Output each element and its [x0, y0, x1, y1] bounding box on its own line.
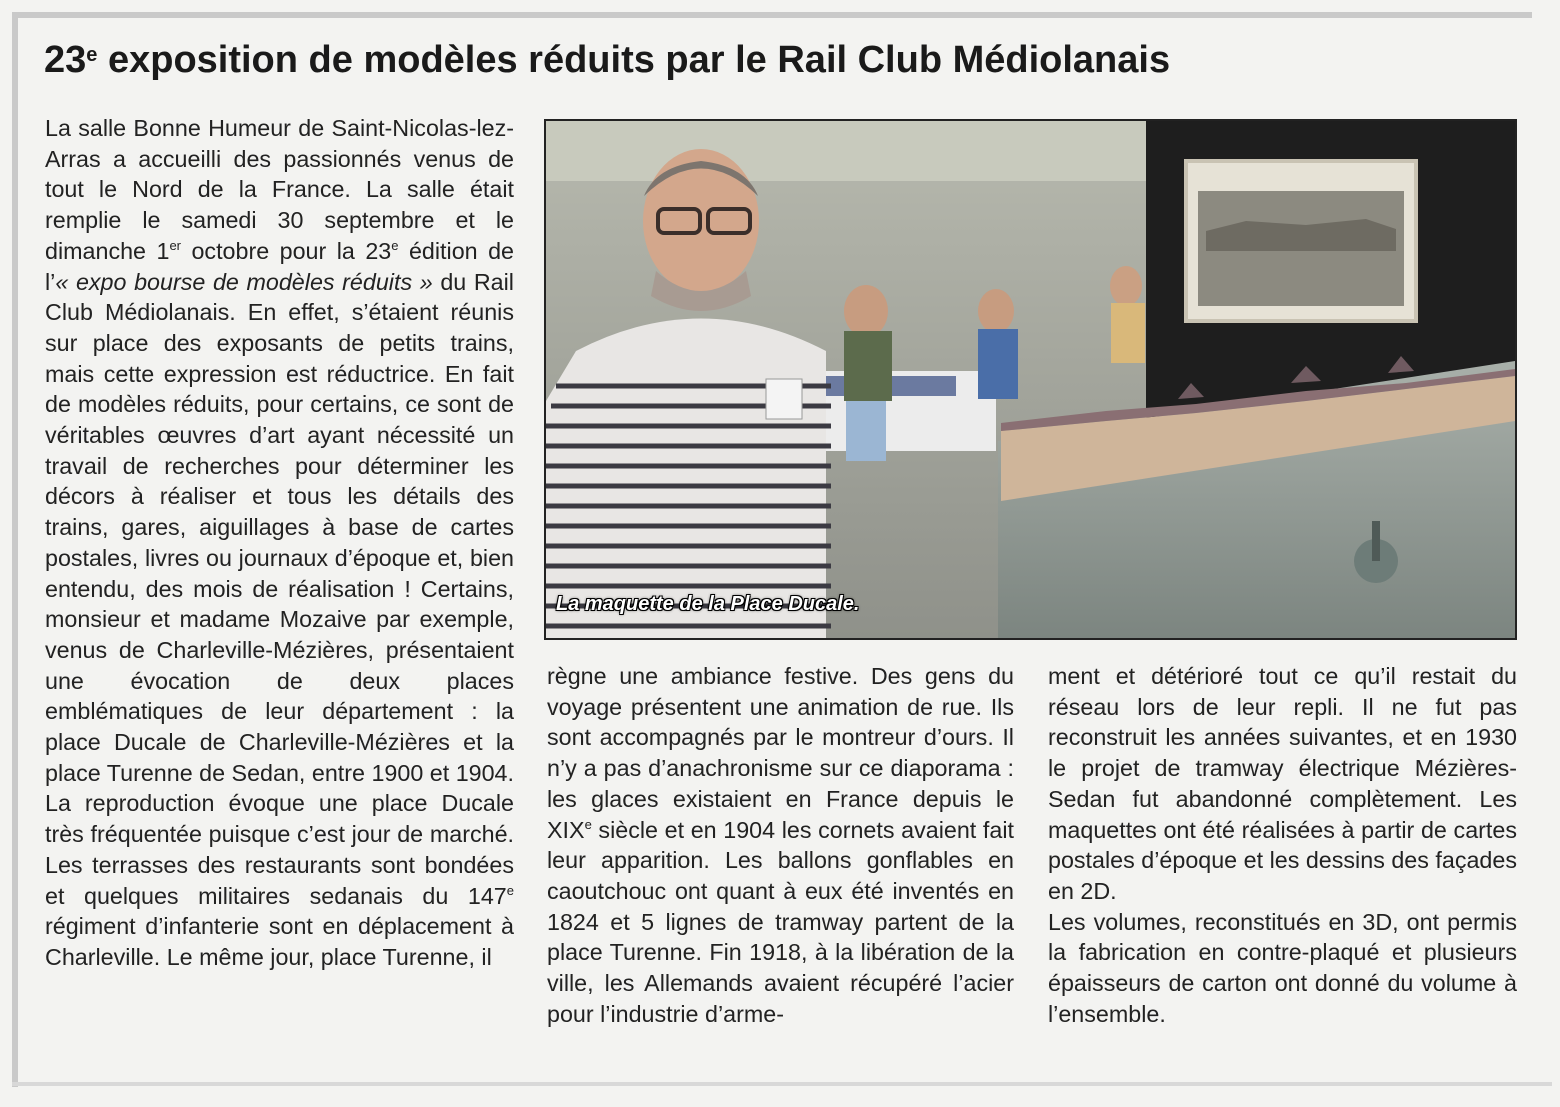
name-badge	[766, 379, 802, 419]
photo-illustration	[546, 121, 1515, 638]
article-title: 23e exposition de modèles réduits par le Rail Club Médiolanais	[44, 39, 1171, 81]
article-column-3	[1048, 661, 1517, 1041]
paragraph-4: Les volumes, reconstitués en 3D, ont permis la fabrication en contre-plaqué et plusieurs épaisseurs de carton ont donné du volume à l’ensemble.	[1048, 908, 1517, 1027]
page-frame-top	[12, 12, 1532, 18]
article-photo	[544, 119, 1517, 640]
paragraph-2: règne une ambiance festive. Des gens du voyage présentent une animation de rue. Ils sont accompagnés par le montreur d’ours. Il n’y a pas d’anachronisme sur ce diaporama : les glaces existaient en France depuis le XIXe siècle et en 1904 les cornets avaient fait leur apparition. Les ballons gonflables en caoutchouc ont quant à eux été inventés en 1824 et 5 lignes de tramway partent de la place Turenne. Fin 1918, à la libération de la ville, les Allemands avaient récupéré l’acier pour l’industrie d’arme-	[547, 663, 1014, 1027]
page-frame-left	[12, 12, 18, 1087]
article-column-1	[45, 113, 514, 1063]
article-column-2	[547, 661, 1014, 1066]
paragraph-3: ment et détérioré tout ce qu’il restait du réseau lors de leur repli. Il ne fut pas reconstruit les années suivantes, et en 1930 le projet de tramway électrique Mézières-Sedan fut abandonné complètement. Les maquettes ont été réalisées à partir de cartes postales d’époque et les dessins des façades en 2D.	[1048, 663, 1517, 904]
paragraph-1: La salle Bonne Humeur de Saint-Nicolas-lez-Arras a accueilli des passionnés venus de tout le Nord de la France. La salle était remplie le samedi 30 septembre et le dimanche 1er octobre pour la 23e édition de l’« expo bourse de modèles réduits » du Rail Club Médiolanais. En effet, s’étaient réunis sur place des exposants de petits trains, mais cette expression est réductrice. En fait de modèles réduits, pour certains, ce sont de véritables œuvres d’art ayant nécessité un travail de recherches pour déterminer les décors à réaliser et tous les détails des trains, gares, aiguillages à base de cartes postales, livres ou journaux d’époque et, bien entendu, des mois de réalisation ! Certains, monsieur et madame Mozaive par exemple, venus de Charleville-Mézières, présentaient une évocation de deux places emblématiques de leur département : la place Ducale de Charleville-Mézières et la place Turenne de Sedan, entre 1900 et 1904. La reproduction évoque une place Ducale très fréquentée puisque c’est jour de marché. Les terrasses des restaurants sont bondées et quelques militaires sedanais du 147e régiment d’infanterie sont en déplacement à Charleville. Le même jour, place Turenne, il	[45, 115, 514, 970]
photo-caption: La maquette de la Place Ducale.	[556, 593, 860, 615]
page-frame-bottom	[12, 1082, 1552, 1086]
